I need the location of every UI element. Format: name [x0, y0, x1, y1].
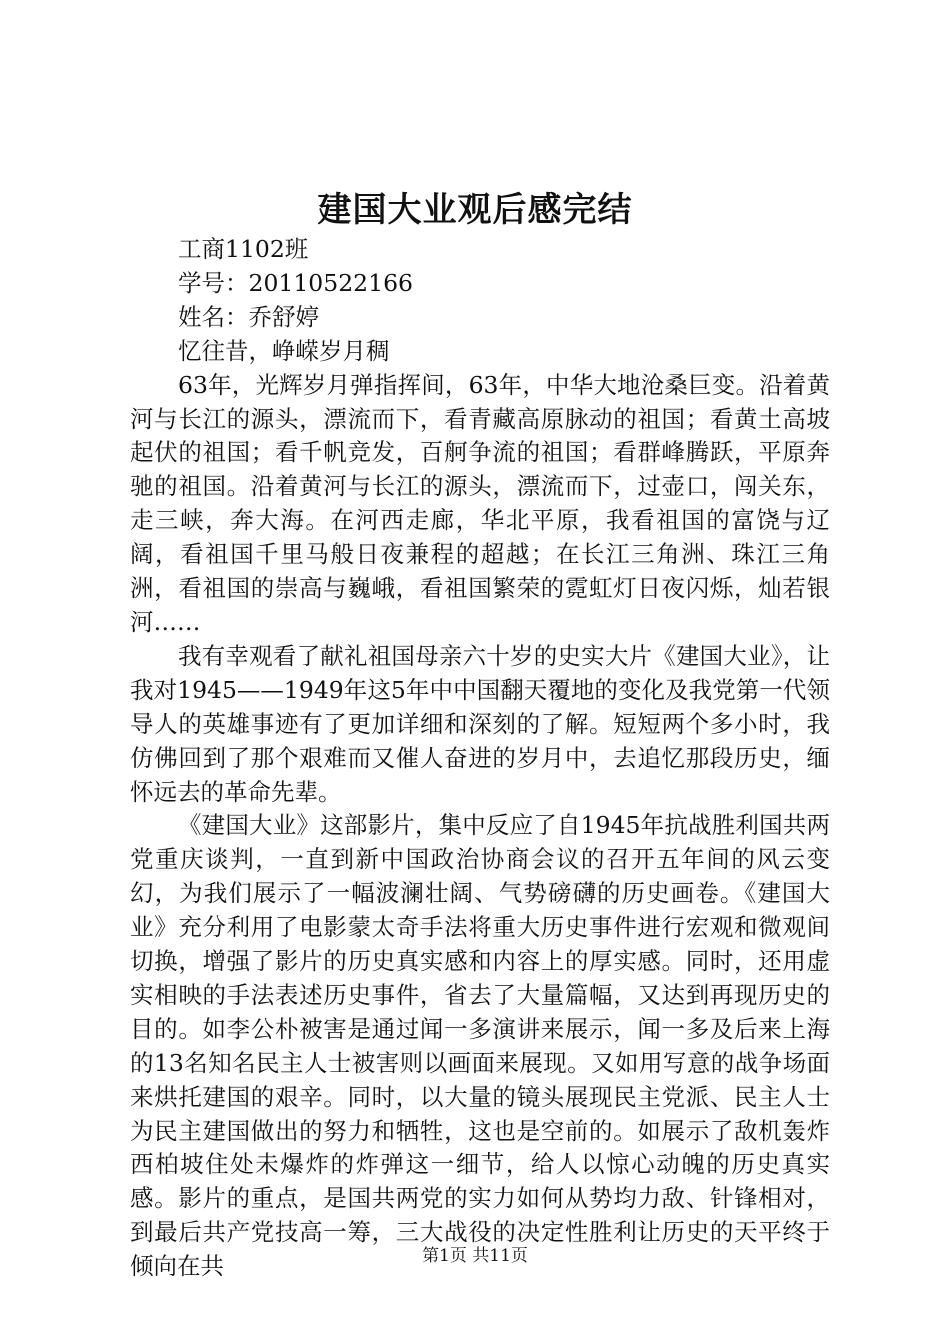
paragraph: 《建国大业》这部影片，集中反应了自1945年抗战胜利国共两党重庆谈判，一直到新中国政治协商会议的召开五年间的风云变幻，为我们展示了一幅波澜壮阔、气势磅礴的历史画卷。《建国大业》充分利用了电影蒙太奇手法将重大历史事件进行宏观和微观间切换，增强了影片的历史真实感和内容上的厚实感。同时，还用虚实相映的手法表述历史事件，省去了大量篇幅，又达到再现历史的目的。如李公朴被害是通过闻一多演讲来展示，闻一多及后来上海的13名知名民主人士被害则以画面来展现。又如用写意的战争场面来烘托建国的艰辛。同时，以大量的镜头展现民主党派、民主人士为民主建国做出的努力和牺牲，这也是空前的。如展示了敌机轰炸西柏坡住处未爆炸的炸弹这一细节，给人以惊心动魄的历史真实感。影片的重点，是国共两党的实力如何从势均力敌、针锋相对，到最后共产党技高一筹，三大战役的决定性胜利让历史的天平终于倾向在共: [130, 811, 830, 1281]
class-line: 工商1102班: [178, 235, 309, 263]
author-name-line: 姓名：乔舒婷: [178, 302, 319, 331]
paragraph: 63年，光辉岁月弹指挥间，63年，中华大地沧桑巨变。沿着黄河与长江的源头，漂流而下，看青藏高原脉动的祖国；看黄土高坡起伏的祖国；看千帆竞发，百舸争流的祖国；看群峰腾跃，平原奔驰的祖国。沿着黄河与长江的源头，漂流而下，过壶口，闯关东，走三峡，奔大海。在河西走廊，华北平原，我看祖国的富饶与辽阔，看祖国千里马般日夜兼程的超越；在长江三角洲、珠江三角洲，看祖国的崇高与巍峨，看祖国繁荣的霓虹灯日夜闪烁，灿若银河……: [130, 370, 830, 636]
document-body: [130, 233, 830, 1284]
document-title: 建国大业观后感完结: [317, 190, 633, 230]
page-number-footer: 第1页 共11页: [422, 1246, 528, 1266]
section-heading: 忆往昔，峥嵘岁月稠: [178, 336, 390, 365]
paragraph: 我有幸观看了献礼祖国母亲六十岁的史实大片《建国大业》，让我对1945——1949年这5年中中国翻天覆地的变化及我党第一代领导人的英雄事迹有了更加详细和深刻的了解。短短两个多小时，我仿佛回到了那个艰难而又催人奋进的岁月中，去追忆那段历史，缅怀远去的革命先辈。: [130, 641, 830, 806]
student-id-line: 学号：20110522166: [178, 268, 413, 297]
